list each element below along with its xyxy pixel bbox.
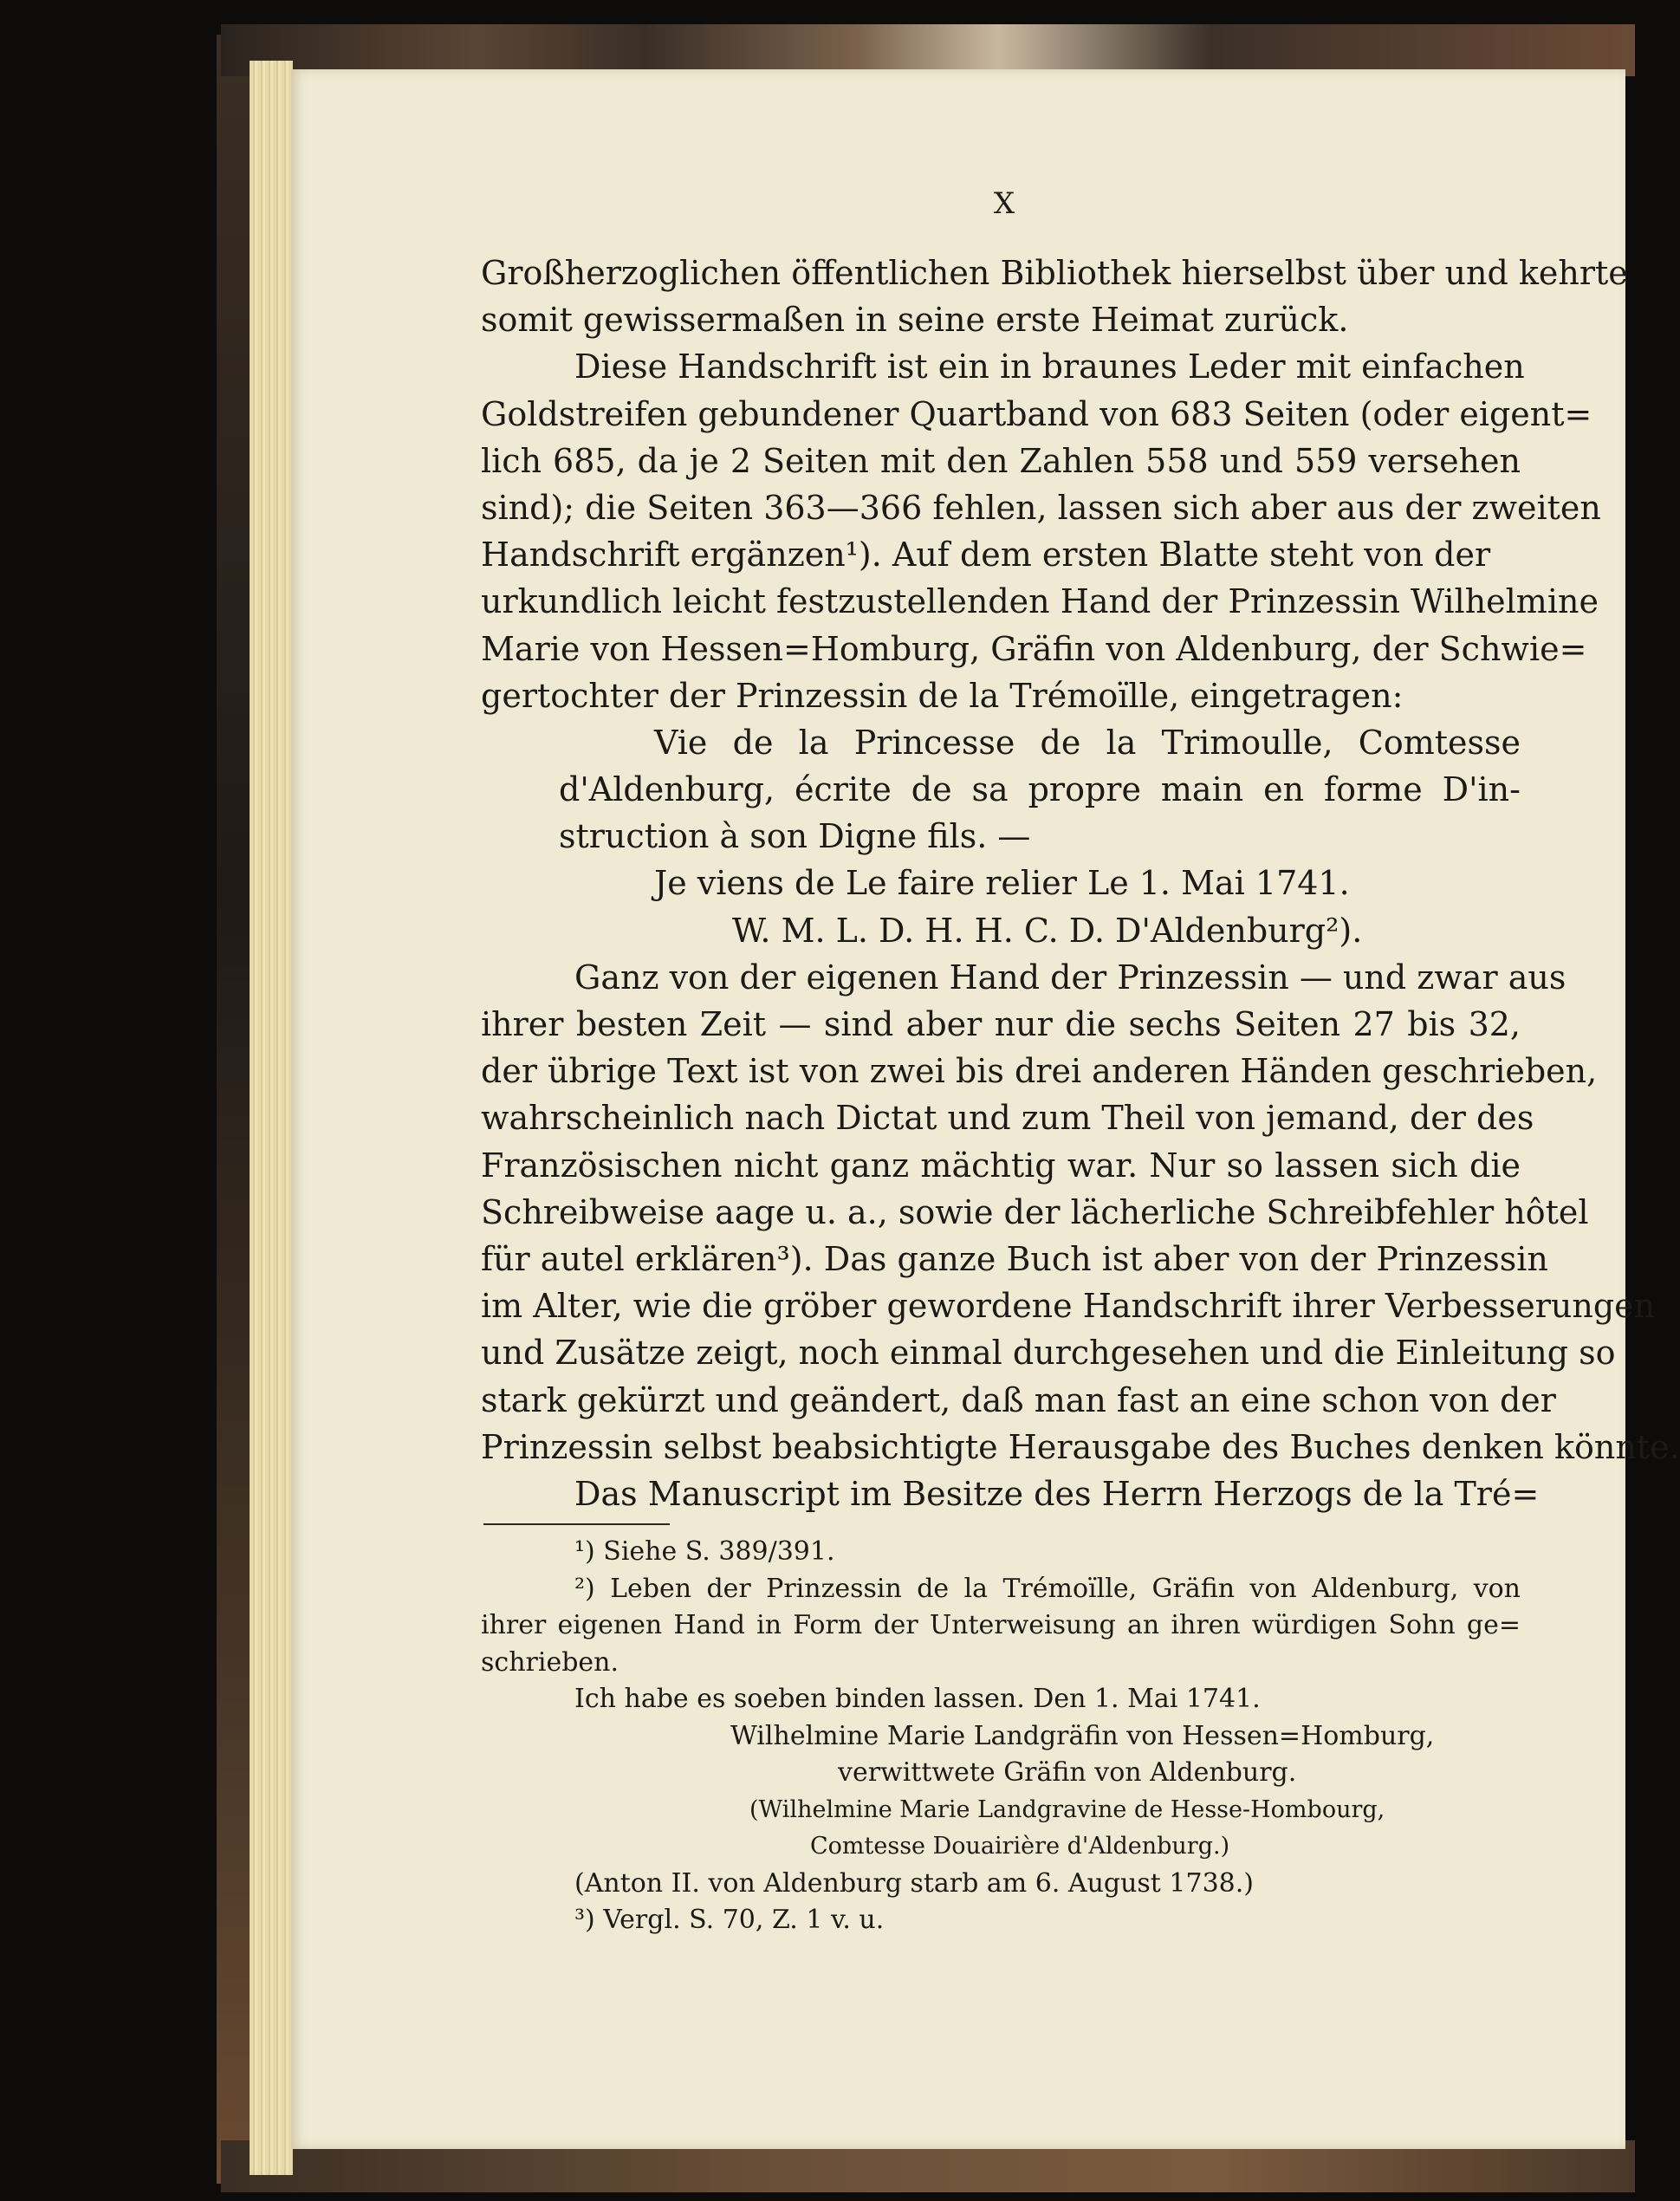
text-segment: ¹). Auf dem ersten Blatte steht von der (845, 536, 1491, 575)
text-line: wahrscheinlich nach Dictat und zum Theil von jemand, der des (481, 1099, 1534, 1138)
quote-line: Vie de la Princesse de la Trimoulle, Comtesse (654, 723, 1521, 762)
book-cover-top (221, 24, 1635, 76)
footnote-line: verwittwete Gräfin von Aldenburg. (838, 1757, 1297, 1788)
footnote-line: (Wilhelmine Marie Landgravine de Hesse-Hombourg, (749, 1795, 1385, 1823)
quote-line: struction à son Digne fils. — (559, 817, 1031, 856)
footnote-line: Comtesse Douairière d'Aldenburg.) (810, 1833, 1230, 1860)
page-edges (250, 61, 293, 2175)
text-segment: W. M. L. D. H. H. C. D. D'Aldenburg (732, 911, 1326, 950)
main-text (481, 250, 1680, 1517)
text-segment: ²). (1326, 911, 1363, 950)
text-line: Das Manuscript im Besitze des Herrn Herzogs de la Tré= (574, 1474, 1540, 1513)
text-segment: ³). Das ganze Buch ist aber von der Prinzessin (776, 1239, 1548, 1278)
text-line: Marie von Hessen=Homburg, Gräfin von Aldenburg, der Schwie= (481, 629, 1587, 668)
text-segment: für autel erklären (481, 1239, 777, 1278)
page-number: X (993, 186, 1017, 221)
text-line: und Zusätze zeigt, noch einmal durchgesehen und die Einleitung so (481, 1334, 1616, 1373)
text-line: stark gekürzt und geändert, daß man fast an eine schon von der (481, 1380, 1556, 1419)
text-line: Französischen nicht ganz mächtig war. Nur so lassen sich die (481, 1146, 1521, 1185)
text-line: ihrer besten Zeit — sind aber nur die sechs Seiten 27 bis 32, (481, 1005, 1521, 1043)
text-line: Diese Handschrift ist ein in braunes Leder mit einfachen (574, 347, 1525, 386)
text-line: Ganz von der eigenen Hand der Prinzessin — und zwar aus (574, 958, 1566, 997)
quote-line: Je viens de Le faire relier Le 1. Mai 1741. (654, 864, 1350, 903)
text-line: Großherzoglichen öffentlichen Bibliothek hierselbst über und kehrte (481, 254, 1628, 292)
text-line: Prinzessin selbst beabsichtigte Herausgabe des Buches denken könnte. (481, 1427, 1680, 1466)
footnote-line: ¹) Siehe S. 389/391. (574, 1536, 835, 1567)
book-cover-left (217, 35, 253, 2184)
footnotes (481, 1534, 1521, 1939)
text-line: somit gewissermaßen in seine erste Heimat zurück. (481, 301, 1349, 340)
footnote-line: ²) Leben der Prinzessin de la Trémoïlle, Gräfin von Aldenburg, von (574, 1573, 1521, 1604)
text-line: der übrige Text ist von zwei bis drei anderen Händen geschrieben, (481, 1052, 1598, 1091)
text-line: urkundlich leicht festzustellenden Hand der Prinzessin Wilhelmine (481, 582, 1599, 621)
footnote-line: schrieben. (481, 1646, 619, 1678)
footnote-line: (Anton II. von Aldenburg starb am 6. August 1738.) (574, 1867, 1254, 1899)
text-line: Schreibweise aage u. a., sowie der lächerliche Schreibfehler hôtel (481, 1192, 1589, 1231)
text-line: sind); die Seiten 363—366 fehlen, lassen sich aber aus der zweiten (481, 488, 1601, 527)
footnote-line: Ich habe es soeben binden lassen. Den 1. Mai 1741. (574, 1684, 1261, 1714)
text-line: Goldstreifen gebundener Quartband von 683 Seiten (oder eigent= (481, 394, 1592, 433)
text-line: im Alter, wie die gröber gewordene Handschrift ihrer Verbesserungen (481, 1287, 1656, 1326)
text-line: lich 685, da je 2 Seiten mit den Zahlen 558 und 559 versehen (481, 441, 1521, 480)
footnote-line: Wilhelmine Marie Landgräfin von Hessen=Homburg, (730, 1720, 1435, 1751)
text-segment: Handschrift ergänzen (481, 536, 846, 575)
text-line (481, 1236, 1548, 1282)
quote-line: d'Aldenburg, écrite de sa propre main en forme D'in- (559, 770, 1521, 809)
text-line: gertochter der Prinzessin de la Trémoïlle, eingetragen: (481, 676, 1404, 715)
footnote-divider (483, 1523, 670, 1525)
footnote-line: ³) Vergl. S. 70, Z. 1 v. u. (574, 1905, 885, 1935)
footnote-line: ihrer eigenen Hand in Form der Unterweisung an ihren würdigen Sohn ge= (481, 1610, 1521, 1640)
quote-line (481, 907, 1521, 954)
text-line (481, 531, 1521, 578)
